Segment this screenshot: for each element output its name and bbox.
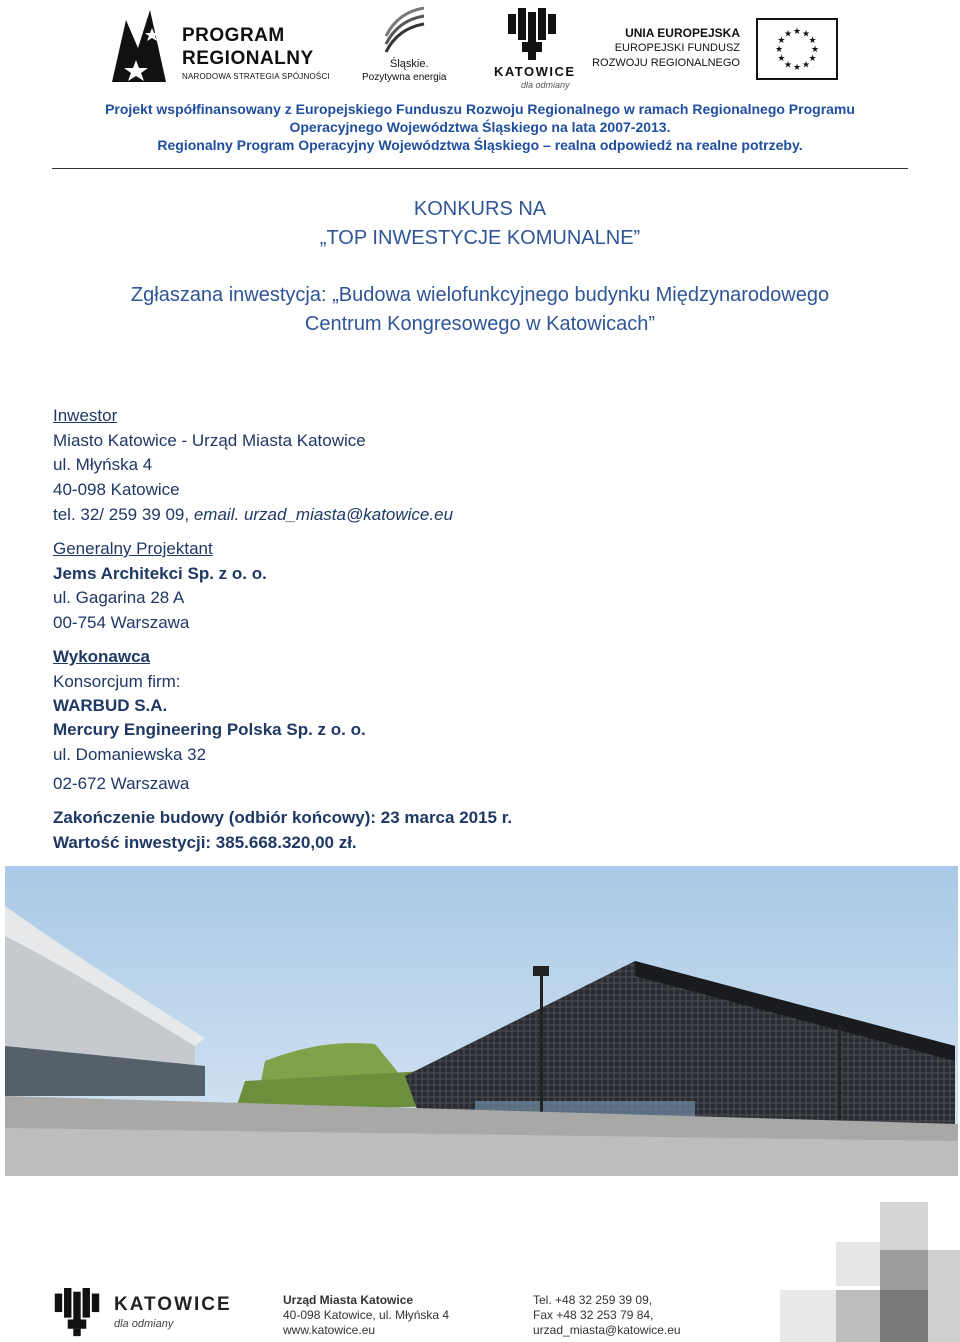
eu-star-icon: ★ (801, 59, 811, 70)
footer-tel: Tel. +48 32 259 39 09, (533, 1293, 653, 1307)
decor-square (880, 1250, 928, 1290)
contest-title-line2: „TOP INWESTYCJE KOMUNALNE” (319, 227, 641, 249)
eu-star-icon: ★ (810, 44, 820, 54)
slaskie-wave-icon (382, 6, 428, 58)
program-regionalny-emblem-icon (108, 8, 170, 88)
footer-office (283, 1293, 449, 1338)
katowice-logo-tagline: dla odmiany (521, 80, 570, 90)
eu-star-icon: ★ (783, 59, 793, 70)
contractor-firm1: WARBUD S.A. (53, 696, 168, 715)
investor-street: ul. Młyńska 4 (53, 455, 153, 474)
eu-flag-icon (756, 18, 838, 80)
footer-office-address: 40-098 Katowice, ul. Młyńska 4 (283, 1308, 450, 1322)
project-line-3: Regionalny Program Operacyjny Województwa Śląskiego – realna odpowiedź na realne potrzeby. (157, 137, 803, 153)
contractor-heading: Wykonawca (53, 647, 151, 666)
decor-square (928, 1250, 960, 1342)
slaskie-logo (360, 6, 450, 90)
contractor-firm2: Mercury Engineering Polska Sp. z o. o. (53, 720, 366, 739)
investor-email-label: email. (193, 505, 240, 524)
eu-star-icon: ★ (808, 53, 817, 63)
footer-katowice-emblem-icon (52, 1288, 102, 1338)
program-regionalny-logo (108, 6, 348, 90)
investor-heading: Inwestor (53, 406, 118, 425)
footer-email-link[interactable]: urzad_miasta@katowice.eu (533, 1323, 681, 1337)
investor-city: 40-098 Katowice (53, 480, 180, 499)
contractor-intro: Konsorcjum firm: (53, 672, 181, 691)
investor-email[interactable]: urzad_miasta@katowice.eu (243, 505, 454, 524)
footer-office-name: Urząd Miasta Katowice (283, 1293, 414, 1307)
katowice-logo (488, 8, 578, 92)
designer-street: ul. Gagarina 28 A (53, 588, 185, 607)
eu-logo (590, 6, 850, 86)
decor-square (836, 1290, 880, 1342)
project-line-1: Projekt współfinansowany z Europejskiego Funduszu Rozwoju Regionalnego w ramach Regionalnego Programu (105, 101, 855, 117)
project-line-2: Operacyjnego Województwa Śląskiego na lata 2007-2013. (289, 119, 671, 135)
program-title-line1: PROGRAM (182, 25, 285, 46)
eu-star-icon: ★ (801, 28, 811, 39)
eu-star-icon: ★ (808, 35, 817, 45)
eu-star-icon: ★ (774, 44, 784, 54)
eu-star-icon: ★ (792, 26, 802, 36)
contest-title-line1: KONKURS NA (413, 198, 547, 220)
investor-tel: tel. 32/ 259 39 09, (53, 505, 190, 524)
decor-square (780, 1290, 836, 1342)
program-subtitle: NARODOWA STRATEGIA SPÓJNOŚCI (182, 72, 330, 81)
footer-fax: Fax +48 32 253 79 84, (533, 1308, 654, 1322)
footer-contact (533, 1293, 681, 1338)
eu-star-icon: ★ (777, 35, 786, 45)
eu-line3: ROZWOJU REGIONALNEGO (592, 57, 740, 69)
eu-line2: EUROPEJSKI FUNDUSZ (614, 42, 740, 54)
investor-name: Miasto Katowice - Urząd Miasta Katowice (53, 431, 366, 450)
katowice-emblem-icon (508, 8, 556, 62)
footer-logo-tagline: dla odmiany (114, 1318, 174, 1330)
investment-value: Wartość inwestycji: 385.668.320,00 zł. (53, 833, 357, 852)
eu-star-icon: ★ (783, 28, 793, 39)
slaskie-tagline: Pozytywna energia (362, 72, 447, 83)
designer-city: 00-754 Warszawa (53, 613, 190, 632)
footer-katowice-logo (52, 1288, 232, 1338)
designer-name: Jems Architekci Sp. z o. o. (53, 564, 267, 583)
submission-line2: Centrum Kongresowego w Katowicach” (304, 313, 656, 335)
decor-square (836, 1242, 880, 1286)
investor-contact (53, 505, 453, 525)
contractor-street: ul. Domaniewska 32 (53, 745, 207, 764)
completion-date: Zakończenie budowy (odbiór końcowy): 23 marca 2015 r. (53, 808, 513, 827)
eu-star-icon: ★ (792, 62, 802, 72)
footer-website-link[interactable]: www.katowice.eu (283, 1323, 376, 1337)
katowice-logo-name: KATOWICE (494, 64, 576, 79)
decor-square (880, 1202, 928, 1250)
program-title-line2: REGIONALNY (182, 48, 314, 69)
designer-heading: Generalny Projektant (53, 539, 213, 558)
eu-star-icon: ★ (777, 53, 786, 63)
slaskie-name: Śląskie. (390, 58, 429, 70)
footer-logo-name: KATOWICE (114, 1294, 232, 1315)
congress-centre-photo (5, 866, 958, 1176)
decor-square (880, 1290, 928, 1342)
eu-line1: UNIA EUROPEJSKA (625, 26, 740, 40)
congress-centre-illustration (5, 866, 958, 1176)
contractor-city: 02-672 Warszawa (53, 774, 190, 793)
submission-line1: Zgłaszana inwestycja: „Budowa wielofunkcyjnego budynku Międzynarodowego (130, 284, 830, 306)
header-divider (52, 168, 908, 169)
